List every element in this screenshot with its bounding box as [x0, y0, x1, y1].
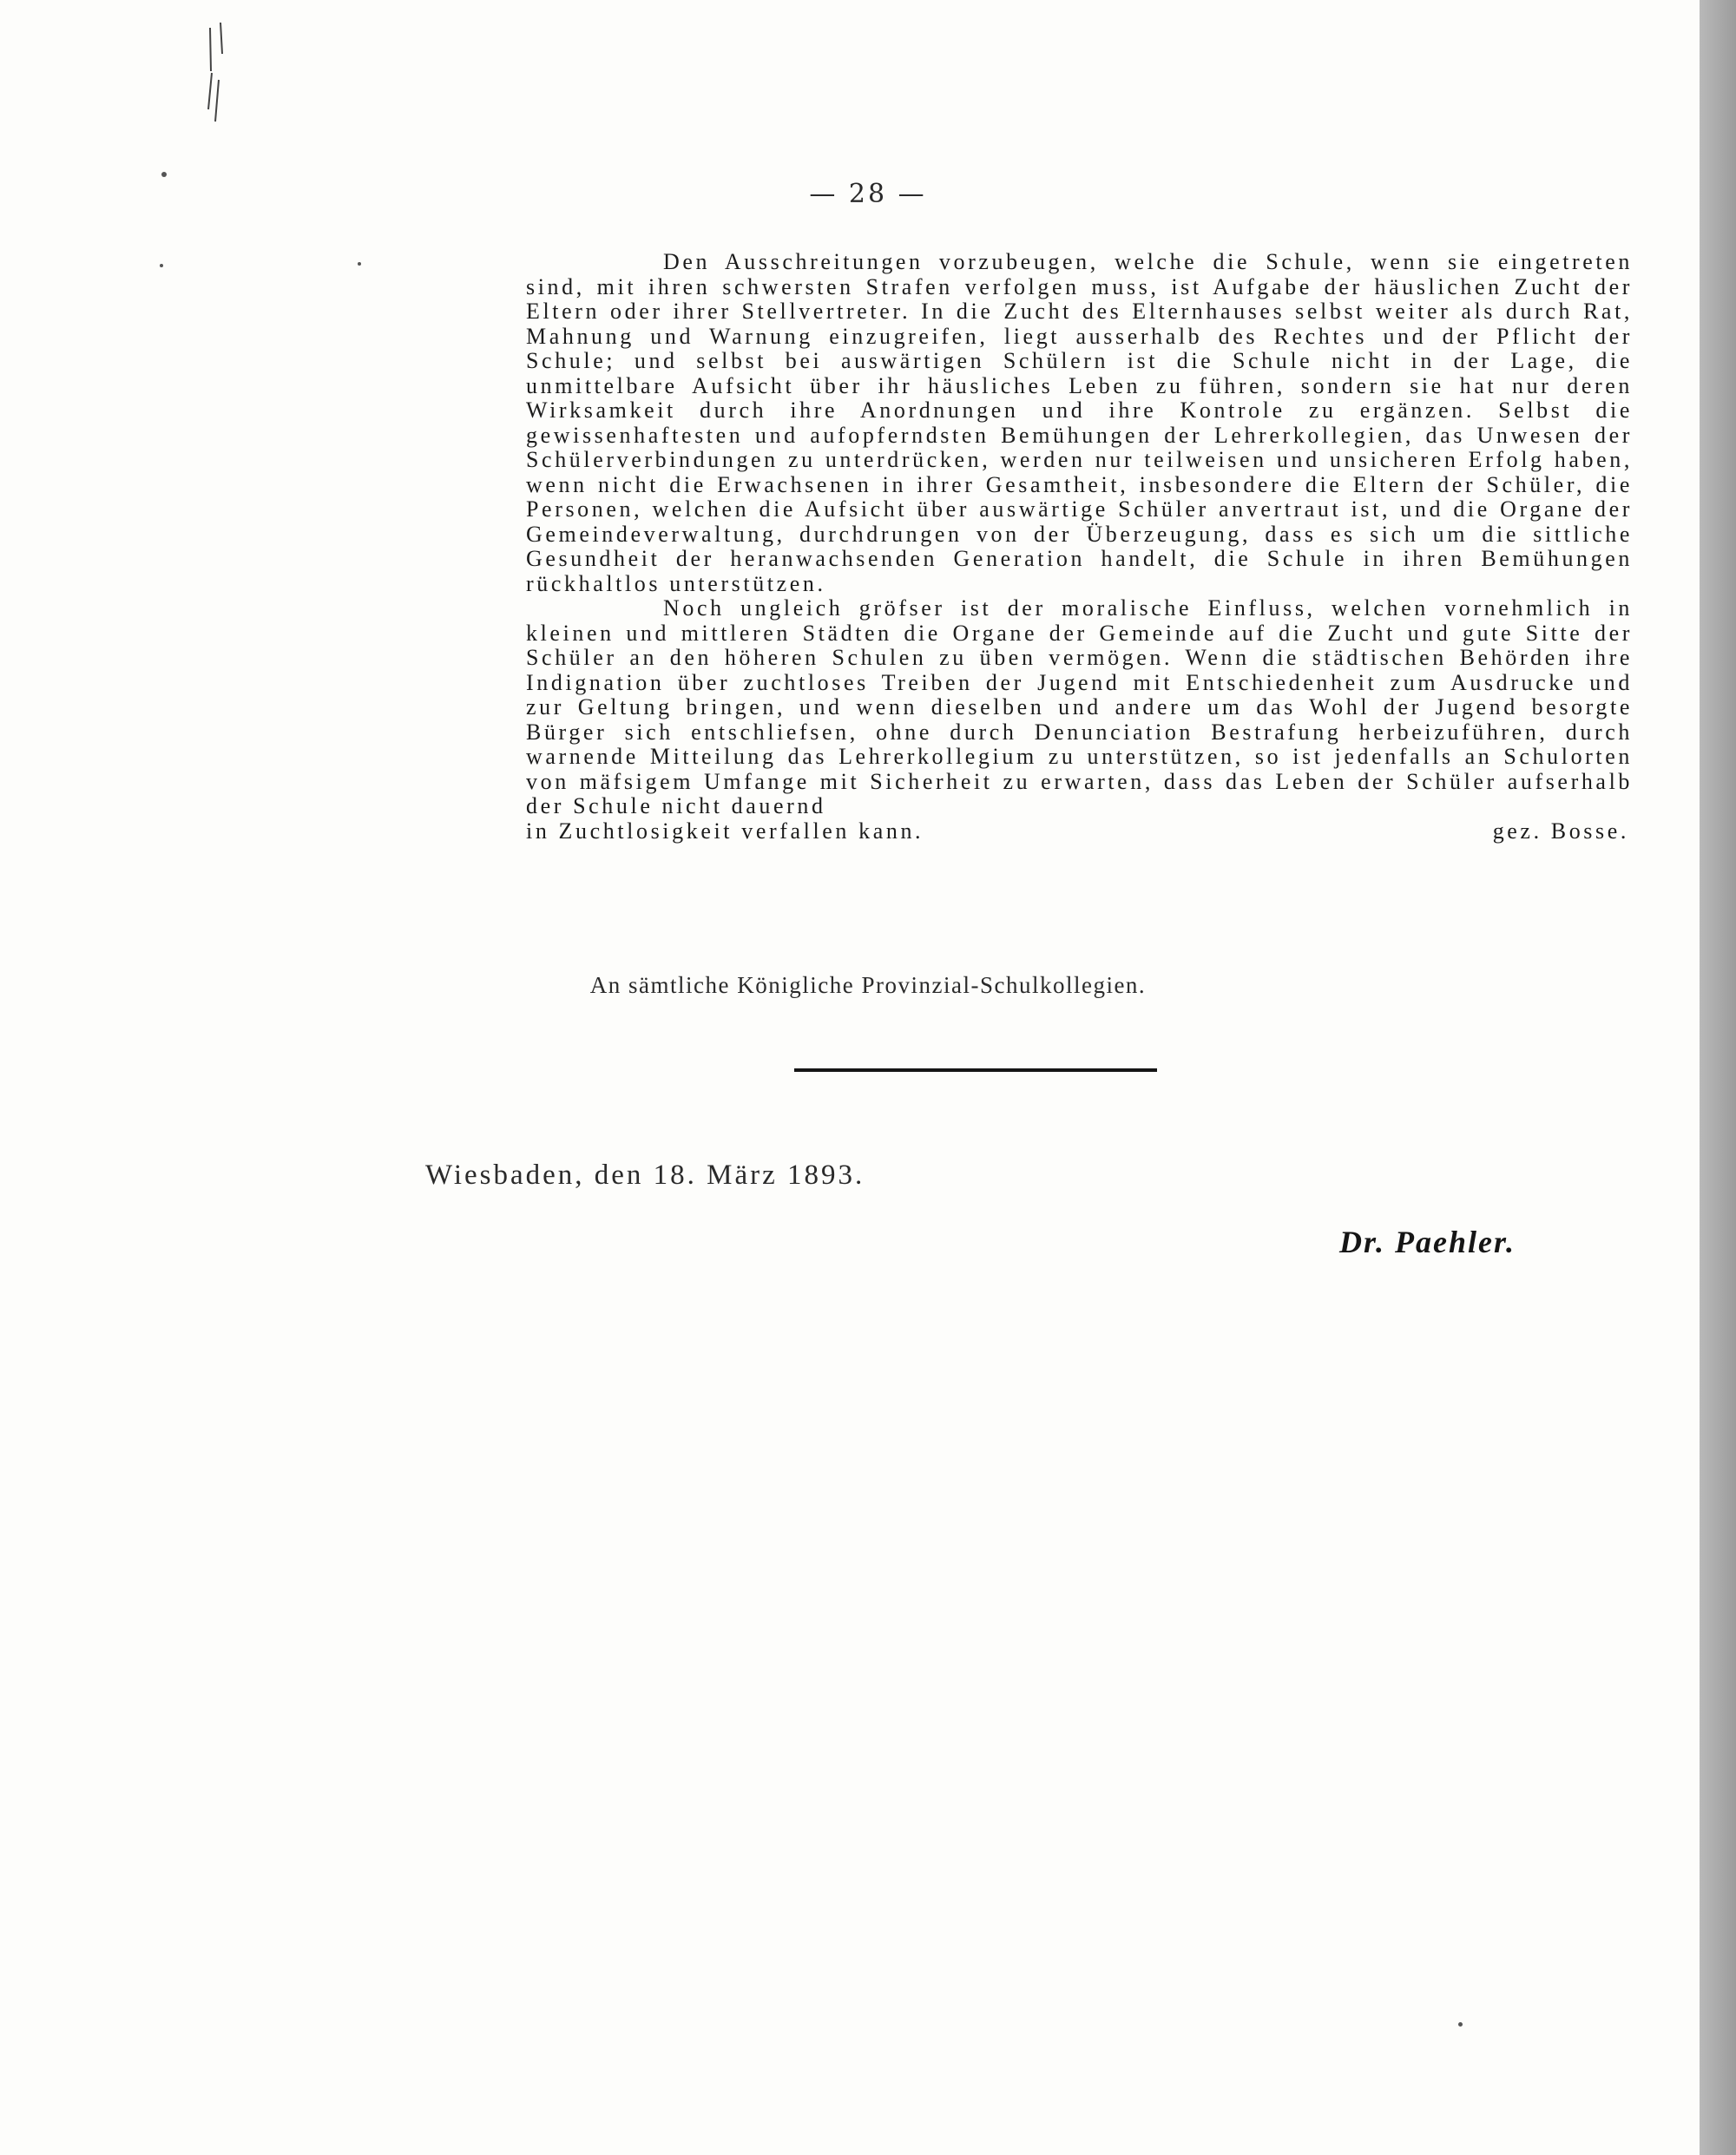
closing-line [526, 819, 1633, 844]
margin-pencil-mark [198, 19, 233, 132]
scan-speck [358, 262, 361, 266]
scan-speck [160, 264, 163, 267]
addressee: An sämtliche Königliche Provinzial-Schulkollegien. [589, 972, 1147, 998]
letter-body [526, 250, 1633, 844]
paragraph-1: Den Ausschreitungen vorzubeugen, welche die Schule, wenn sie eingetreten sind, mit ihren schwersten Strafen verfolgen muss, ist Aufgabe der häuslichen Zucht der Eltern oder ihrer Stellvertreter. In die Zucht des Elternhauses selbst weiter als durch Rat, Mahnung und Warnung einzugreifen, liegt ausserhalb des Rechtes und der Pflicht der Schule; und selbst bei auswärtigen Schülern ist die Schule nicht in der Lage, die unmittelbare Aufsicht über ihr häusliches Leben zu führen, sondern sie hat nur deren Wirksamkeit durch ihre Anordnungen und ihre Kontrole zu ergänzen. Selbst die gewissenhaftesten und aufopferndsten Bemühungen der Lehrerkollegien, das Unwesen der Schülerverbindungen zu unterdrücken, werden nur teilweisen und unsicheren Erfolg haben, wenn nicht die Erwachsenen in ihrer Gesamtheit, insbesondere die Eltern der Schüler, die Personen, welchen die Aufsicht über auswärtige Schüler anvertraut ist, und die Organe der Gemeindeverwaltung, durchdrungen von der Überzeugung, dass es sich um die sittliche Gesundheit der heranwachsenden Generation handelt, die Schule in ihren Bemühungen rückhaltlos unterstützen. [526, 249, 1633, 596]
divider-rule [794, 1068, 1157, 1072]
page-number: — 28 — [809, 179, 927, 209]
author-signature: Dr. Paehler. [1338, 1225, 1516, 1259]
closing-text: in Zuchtlosigkeit verfallen kann. [526, 818, 924, 844]
scan-speck [1458, 2022, 1463, 2027]
signature: gez. Bosse. [1492, 818, 1629, 844]
date-line: Wiesbaden, den 18. März 1893. [425, 1160, 865, 1191]
scan-speck [161, 172, 167, 177]
paragraph-2: Noch ungleich gröfser ist der moralische Einfluss, welchen vornehmlich in kleinen und mittleren Städten die Organe der Gemeinde auf die Zucht und gute Sitte der Schüler an den höheren Schulen zu üben vermögen. Wenn die städtischen Behörden ihre Indignation über zuchtloses Treiben der Jugend mit Entschiedenheit zum Ausdrucke und zur Geltung bringen, und wenn dieselben und andere um das Wohl der Jugend besorgte Bürger sich entschliefsen, ohne durch Denunciation Bestrafung herbeizuführen, durch warnende Mitteilung das Lehrerkollegium zu unterstützen, so ist jedenfalls an Schulorten von mäfsigem Umfange mit Sicherheit zu erwarten, dass das Leben der Schüler aufserhalb der Schule nicht dauernd [526, 595, 1633, 818]
scan-edge [1700, 0, 1736, 2155]
